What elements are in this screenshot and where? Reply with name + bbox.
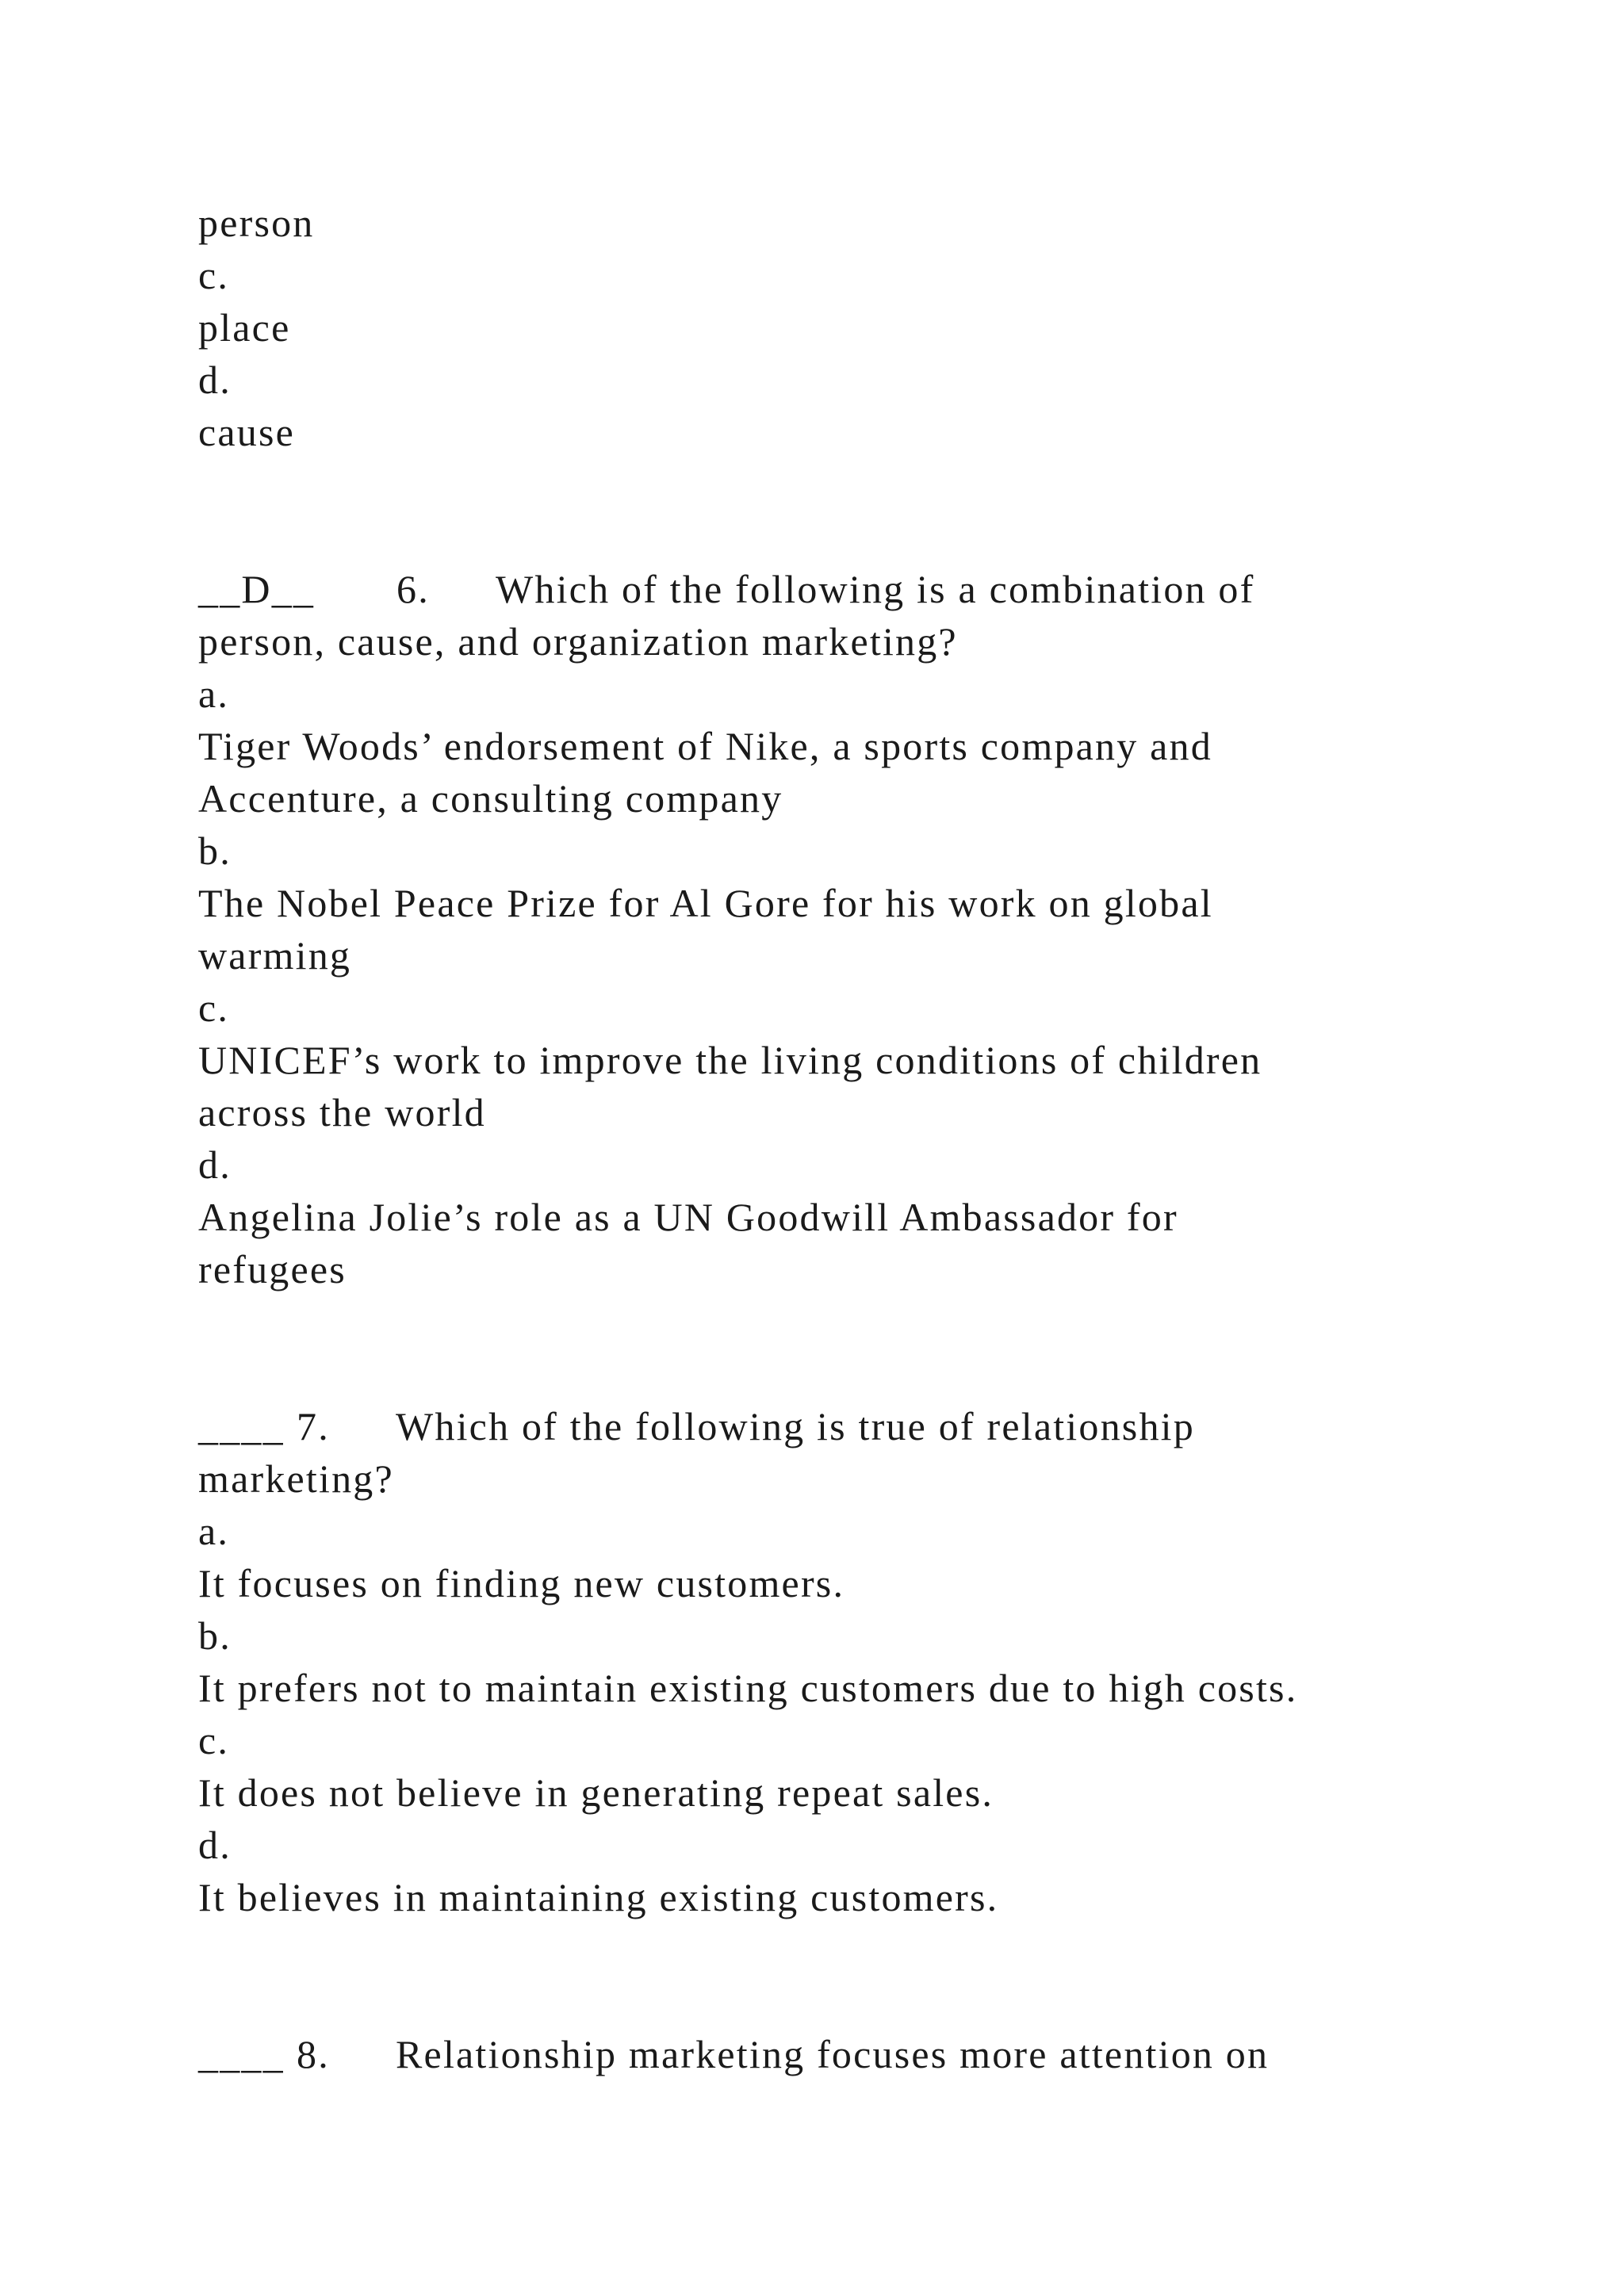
option-a-letter: a. bbox=[198, 672, 230, 716]
question-number: 8. bbox=[297, 2032, 330, 2076]
option-a-text: Accenture, a consulting company bbox=[198, 776, 783, 821]
option-a-text: Tiger Woods’ endorsement of Nike, a sports company and bbox=[198, 724, 1212, 768]
question-stem-continued: person, cause, and organization marketing? bbox=[198, 619, 958, 664]
option-c-letter: c. bbox=[198, 253, 230, 297]
option-d-text: cause bbox=[198, 410, 296, 454]
option-d-text: refugees bbox=[198, 1247, 347, 1292]
question-stem: Which of the following is a combination of bbox=[496, 567, 1255, 611]
question-number: 7. bbox=[297, 1404, 330, 1448]
option-d-text: It believes in maintaining existing customers. bbox=[198, 1875, 999, 1919]
question-stem: Relationship marketing focuses more attention on bbox=[396, 2032, 1270, 2076]
option-a-letter: a. bbox=[198, 1509, 230, 1553]
option-b-text: The Nobel Peace Prize for Al Gore for his work on global bbox=[198, 881, 1213, 925]
option-b-text: person bbox=[198, 201, 315, 245]
option-b-letter: b. bbox=[198, 1613, 232, 1658]
option-c-text: across the world bbox=[198, 1090, 486, 1135]
option-c-text: It does not believe in generating repeat sales. bbox=[198, 1770, 994, 1815]
spacer bbox=[198, 1295, 1451, 1400]
option-c-letter: c. bbox=[198, 985, 230, 1030]
document-body bbox=[198, 197, 1451, 2080]
question-stem: Which of the following is true of relationship bbox=[396, 1404, 1195, 1448]
answer-blank: __D__ bbox=[198, 567, 316, 611]
question-8-header bbox=[198, 2028, 1451, 2080]
option-b-text: It prefers not to maintain existing customers due to high costs. bbox=[198, 1666, 1298, 1710]
question-6-header bbox=[198, 563, 1451, 615]
option-d-letter: d. bbox=[198, 1823, 232, 1867]
option-a-text: It focuses on finding new customers. bbox=[198, 1561, 845, 1605]
question-stem-continued: marketing? bbox=[198, 1456, 394, 1501]
answer-blank: ____ bbox=[198, 1404, 285, 1448]
answer-blank: ____ bbox=[198, 2032, 285, 2076]
option-b-text: warming bbox=[198, 933, 352, 978]
spacer bbox=[198, 1923, 1451, 2028]
question-number: 6. bbox=[396, 567, 430, 611]
option-d-letter: d. bbox=[198, 1142, 232, 1187]
option-d-text: Angelina Jolie’s role as a UN Goodwill Ambassador for bbox=[198, 1195, 1178, 1239]
option-b-letter: b. bbox=[198, 828, 232, 873]
option-c-letter: c. bbox=[198, 1718, 230, 1762]
spacer bbox=[198, 458, 1451, 563]
option-d-letter: d. bbox=[198, 358, 232, 402]
option-c-text: place bbox=[198, 305, 291, 350]
question-7-header bbox=[198, 1400, 1451, 1452]
option-c-text: UNICEF’s work to improve the living conditions of children bbox=[198, 1038, 1262, 1082]
